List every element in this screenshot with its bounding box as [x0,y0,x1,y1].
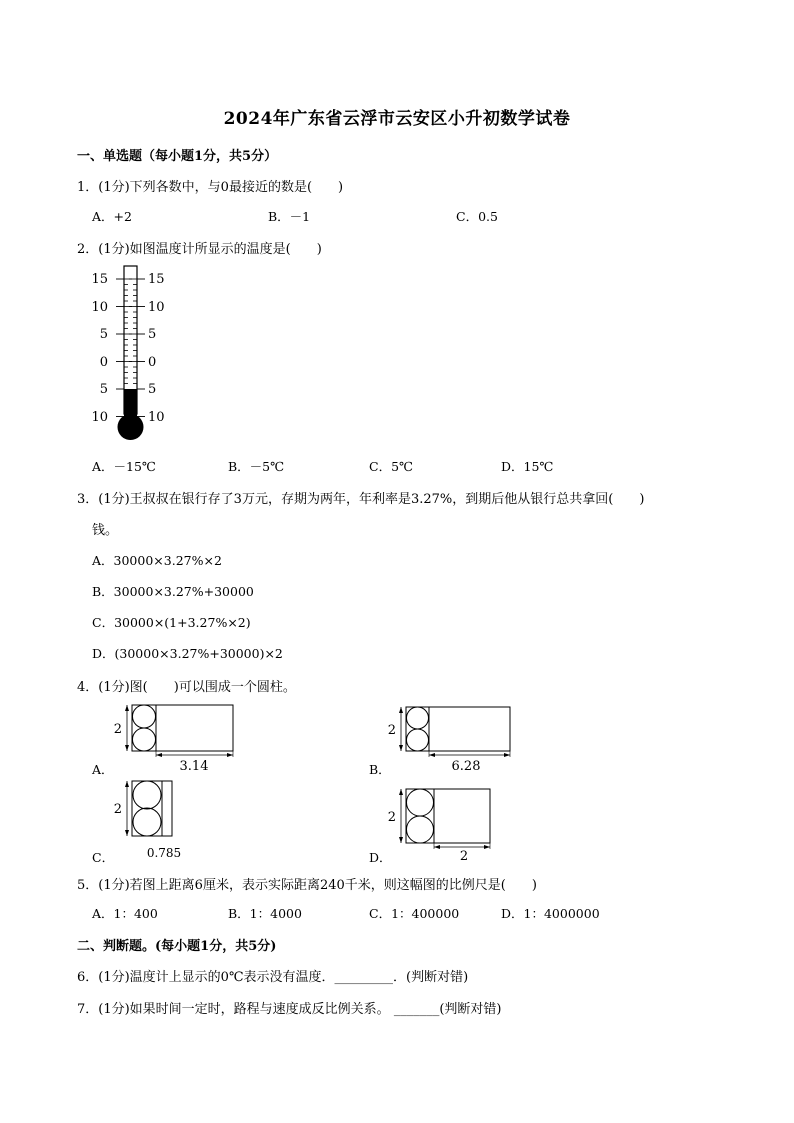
thermometer-bulb [118,414,144,440]
q4-option-a-letter[interactable]: A． [92,762,114,777]
q2-option-a[interactable]: A．－15℃ [92,459,156,474]
thermo-right-label-1: 15 [148,272,165,287]
q5-option-d[interactable]: D．1：4000000 [501,906,600,921]
question-7-text: 7．(1分)如果时间一定时，路程与速度成反比例关系。 _______(判断对错) [77,1002,502,1017]
q4-option-d-letter[interactable]: D． [369,850,392,865]
section-heading-single-choice: 一、单选题（每小题1分，共5分） [77,149,278,164]
q4-c-height-label: 2 [113,802,122,817]
q4-option-b-letter[interactable]: B． [369,762,391,777]
thermo-right-label-5: 5 [148,382,157,397]
thermo-right-label-4: 0 [148,355,157,370]
thermo-left-label-4: 0 [99,355,108,370]
page-title: 2024年广东省云浮市云安区小升初数学试卷 [223,109,571,129]
q2-option-b[interactable]: B．－5℃ [228,459,285,474]
thermo-right-label-2: 10 [148,300,165,315]
question-6-text: 6．(1分)温度计上显示的0℃表示没有温度．_________．(判断对错) [77,970,469,985]
q1-option-c[interactable]: C．0.5 [456,209,498,224]
q4-figure-c [112,776,192,862]
thermo-right-label-3: 5 [148,327,157,342]
q1-option-b[interactable]: B．－1 [268,209,311,224]
q5-option-c[interactable]: C．1：400000 [369,906,460,921]
q3-option-b[interactable]: B．30000×3.27%+30000 [92,584,254,599]
q5-option-b[interactable]: B．1：4000 [228,906,302,921]
question-4-text: 4．(1分)图( )可以围成一个圆柱。 [77,680,296,695]
question-3-text-line2: 钱。 [92,523,119,538]
q4-d-width-label: 2 [459,849,469,864]
q4-figure-d [386,784,496,864]
question-3-text-line1: 3．(1分)王叔叔在银行存了3万元，存期为两年，年利率是3.27%，到期后他从银行总共拿回( ) [77,492,645,507]
q4-figure-a [112,700,242,775]
section-heading-true-false: 二、判断题。(每小题1分，共5分) [77,939,277,954]
thermo-left-label-5: 5 [99,382,108,397]
q4-d-height-label: 2 [387,810,396,825]
q4-b-height-label: 2 [387,723,396,738]
thermo-right-label-6: 10 [148,410,165,425]
thermo-left-label-6: 10 [91,410,108,425]
q3-option-c[interactable]: C．30000×(1+3.27%×2) [92,615,251,630]
thermo-left-label-1: 15 [91,272,108,287]
q4-a-height-label: 2 [113,722,122,737]
q4-b-width-label: 6.28 [451,759,481,774]
q3-option-a[interactable]: A．30000×3.27%×2 [92,553,222,568]
q4-a-width-label: 3.14 [179,759,209,774]
q4-c-width-label: 0.785 [146,846,182,860]
question-2-text: 2．(1分)如图温度计所显示的温度是( ) [77,242,322,257]
thermo-left-label-3: 5 [99,327,108,342]
q2-option-c[interactable]: C．5℃ [369,459,414,474]
thermometer-figure [88,262,178,446]
q5-option-a[interactable]: A．1：400 [92,906,158,921]
question-1-text: 1．(1分)下列各数中，与0最接近的数是( ) [77,180,344,195]
thermo-left-label-2: 10 [91,300,108,315]
thermometer-mercury [124,389,137,417]
q3-option-d[interactable]: D．(30000×3.27%+30000)×2 [92,646,283,661]
q4-option-c-letter[interactable]: C． [92,850,115,865]
q4-figure-b [386,700,516,775]
q1-option-a[interactable]: A．+2 [92,209,132,224]
q2-option-d[interactable]: D．15℃ [501,459,554,474]
question-5-text: 5．(1分)若图上距离6厘米，表示实际距离240千米，则这幅图的比例尺是( ) [77,878,537,893]
